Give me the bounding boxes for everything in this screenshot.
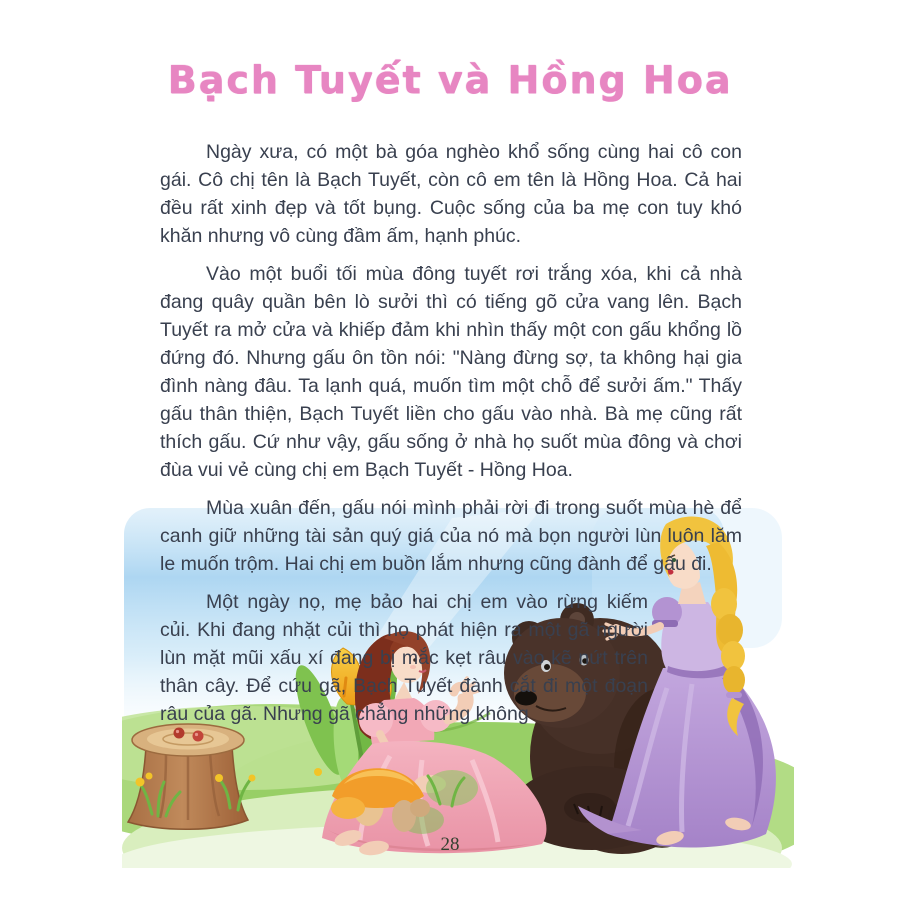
paragraph-4: Một ngày nọ, mẹ bảo hai chị em vào rừng kiếm củi. Khi đang nhặt củi thì họ phát hiện ra một gã người lùn mặt mũi xấu xí đang bị mắc kẹt râu vào kẽ nứt trên thân cây. Để cứu gã, Bạch Tuyết đành cắt đi một đoạn râu của gã. Nhưng gã chẳng những không [160, 591, 648, 725]
paragraph-1: Ngày xưa, có một bà góa nghèo khổ sống cùng hai cô con gái. Cô chị tên là Bạch Tuyết, còn cô em tên là Hồng Hoa. Cả hai đều rất xinh đẹp và tốt bụng. Cuộc sống của ba mẹ con tuy khó khăn nhưng vô cùng đầm ấm, hạnh phúc. [160, 141, 742, 247]
mushroom-cap-small [331, 797, 365, 819]
page-title: Bạch Tuyết và Hồng Hoa [167, 58, 733, 102]
paragraph-3: Mùa xuân đến, gấu nói mình phải rời đi trong suốt mùa hè để canh giữ những tài sản quý giá của nó mà bọn người lùn luôn lăm le muốn trộm. Hai chị em buồn lắm nhưng cũng đành để gấu đi. [160, 497, 742, 575]
paragraph-2: Vào một buổi tối mùa đông tuyết rơi trắng xóa, khi cả nhà đang quây quần bên lò sưởi thì có tiếng gõ cửa vang lên. Bạch Tuyết ra mở cửa và khiếp đảm khi nhìn thấy một con gấu khổng lồ đứng đó. Nhưng gấu ôn tồn nói: "Nàng đừng sợ, ta không hại gia đình nàng đâu. Ta lạnh quá, muốn tìm một chỗ để sưởi ấm." Thấy gấu thân thiện, Bạch Tuyết liền cho gấu vào nhà. Bà mẹ cũng rất thích gấu. Cứ như vậy, gấu sống ở nhà họ suốt mùa đông và chơi đùa vui vẻ cùng chị em Bạch Tuyết - Hồng Hoa. [160, 263, 742, 481]
story-text [160, 138, 742, 738]
mushroom-tan [410, 799, 430, 817]
page-number: 28 [440, 834, 460, 855]
